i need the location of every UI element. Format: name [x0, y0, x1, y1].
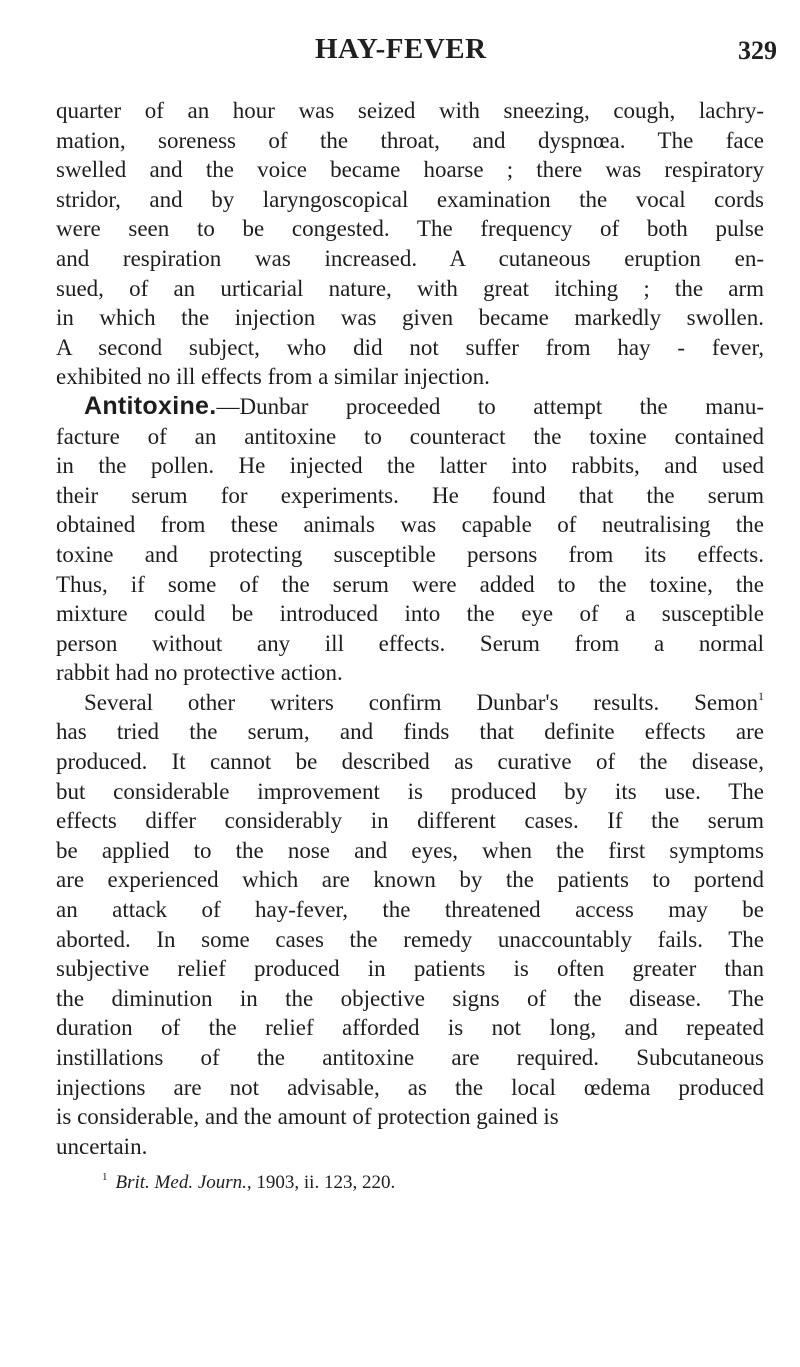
paragraph-first-line [56, 688, 764, 718]
text-line: sued, of an urticarial nature, with great itching ; the arm [56, 275, 764, 301]
text-line: has tried the serum, and finds that definite effects are [56, 719, 764, 745]
text-line: uncertain. [56, 1133, 148, 1159]
text-line: subjective relief produced in patients is often greater than [56, 956, 764, 982]
text-line: effects differ considerably in different cases. If the serum [56, 808, 764, 834]
text-line: facture of an antitoxine to counteract the toxine contained [56, 423, 764, 449]
text-line: mation, soreness of the throat, and dyspnœa. The face [56, 127, 764, 153]
text-line: injections are not advisable, as the local œdema produced [56, 1074, 764, 1100]
text-line: Thus, if some of the serum were added to the toxine, the [56, 571, 764, 597]
text-line: in which the injection was given became markedly swollen. [56, 305, 764, 331]
text-line: are experienced which are known by the patients to portend [56, 867, 764, 893]
footnote-mark: 1 [102, 1171, 108, 1184]
section-first-line [56, 392, 764, 422]
section-heading: Antitoxine. [84, 391, 217, 420]
running-head [0, 33, 800, 73]
text-line: and respiration was increased. A cutaneous eruption en- [56, 245, 764, 271]
running-title: HAY-FEVER [315, 33, 487, 65]
text-line: swelled and the voice became hoarse ; there was respiratory [56, 157, 764, 183]
footnote-reference: 1 [758, 688, 764, 703]
text-line: the diminution in the objective signs of the disease. The [56, 985, 764, 1011]
text-line: exhibited no ill effects from a similar injection. [56, 364, 490, 390]
text-line: produced. It cannot be described as curative of the disease, [56, 749, 764, 775]
page-number: 329 [738, 36, 777, 65]
body-text [56, 96, 764, 1194]
text-line: mixture could be introduced into the eye of a susceptible [56, 601, 764, 627]
text-line: rabbit had no protective action. [56, 660, 343, 686]
footnote-citation: , 1903, ii. 123, 220. [246, 1172, 396, 1194]
footnote-journal: Brit. Med. Journ. [115, 1172, 247, 1194]
text-line: but considerable improvement is produced by its use. The [56, 778, 764, 804]
text-line: toxine and protecting susceptible persons from its effects. [56, 541, 764, 567]
text-line: instillations of the antitoxine are required. Subcutaneous [56, 1045, 764, 1070]
text-line: quarter of an hour was seized with sneezing, cough, lachry- [56, 98, 764, 123]
footnote [56, 1163, 764, 1194]
text-line: duration of the relief afforded is not long, and repeated [56, 1015, 764, 1041]
paragraph-first-line-text: Several other writers confirm Dunbar's results. Semon [84, 689, 758, 715]
text-line: stridor, and by laryngoscopical examination the vocal cords [56, 186, 764, 212]
section-first-line-text: —Dunbar proceeded to attempt the manu- [216, 393, 764, 419]
text-line: their serum for experiments. He found that the serum [56, 482, 764, 508]
text-line: aborted. In some cases the remedy unaccountably fails. The [56, 926, 764, 952]
text-line: an attack of hay-fever, the threatened access may be [56, 897, 764, 923]
text-line: be applied to the nose and eyes, when the first symptoms [56, 837, 764, 863]
text-line: obtained from these animals was capable of neutralising the [56, 512, 764, 538]
text-line: in the pollen. He injected the latter into rabbits, and used [56, 453, 764, 479]
text-line: person without any ill effects. Serum from a normal [56, 630, 764, 656]
text-line: is considerable, and the amount of protection gained is [56, 1104, 559, 1130]
text-line: were seen to be congested. The frequency of both pulse [56, 216, 764, 242]
text-line: A second subject, who did not suffer from hay - fever, [56, 334, 764, 360]
